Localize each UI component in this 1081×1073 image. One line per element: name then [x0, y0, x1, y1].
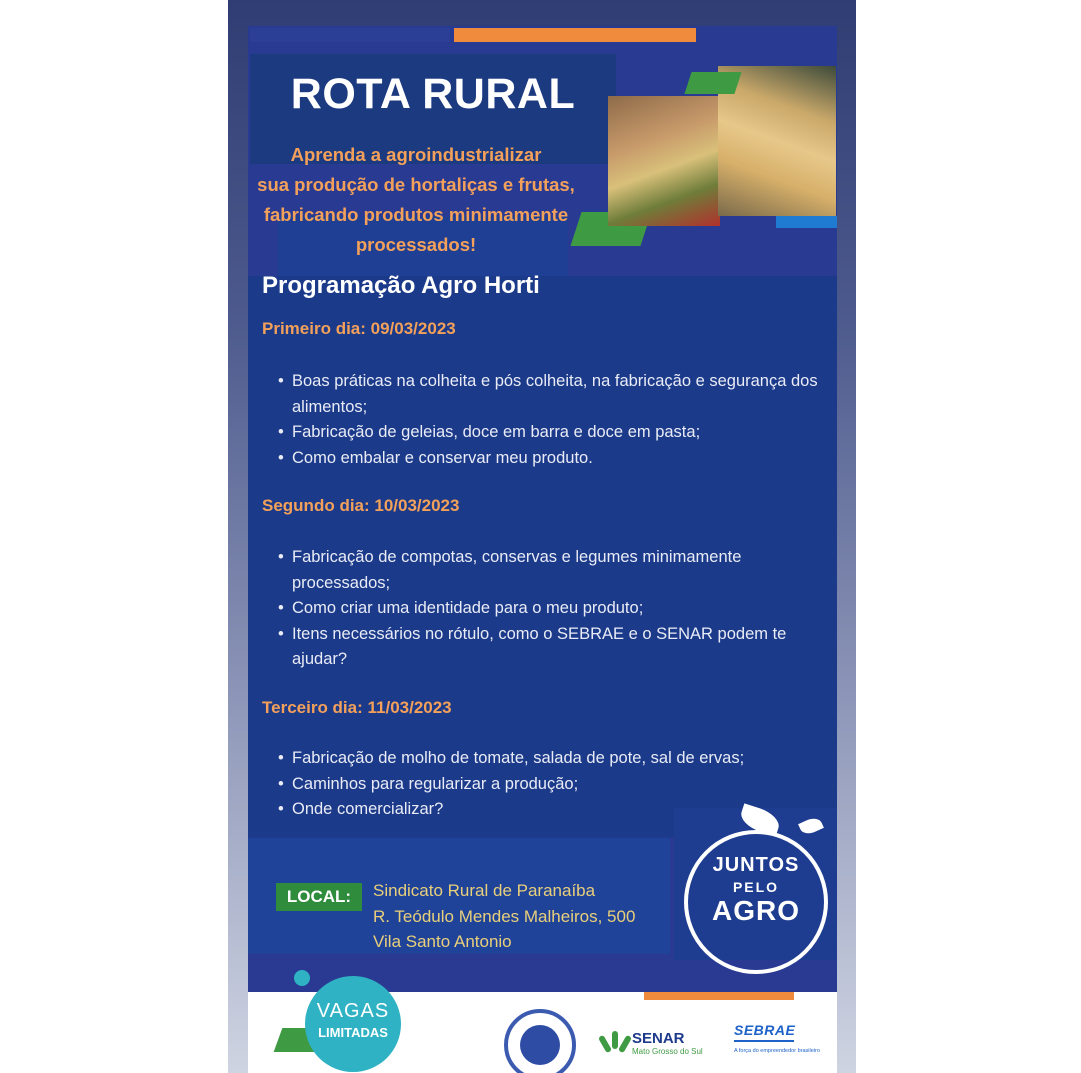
teal-splash-dot [294, 970, 310, 986]
tagline [248, 140, 584, 260]
vagas-line: LIMITADAS [318, 1025, 388, 1040]
bottom-stripe-orange [644, 992, 794, 1000]
senar-subtitle: Mato Grosso do Sul [632, 1047, 703, 1056]
sebrae-name: SEBRAE [734, 1022, 796, 1038]
location-label: LOCAL: [276, 883, 362, 911]
vagas-limitadas-badge [305, 976, 401, 1072]
list-item: • Caminhos para regularizar a produção; [278, 772, 818, 798]
poster-title: ROTA RURAL [290, 70, 576, 118]
day-2-list [278, 545, 818, 673]
top-stripe-orange [454, 28, 696, 42]
list-item: • Onde comercializar? [278, 797, 818, 823]
sindicato-rural-seal [504, 1009, 576, 1073]
day-2-heading: Segundo dia: 10/03/2023 [262, 496, 460, 515]
photo-blue-shape [776, 216, 837, 228]
vagas-line: VAGAS [316, 1000, 390, 1022]
photo-market-vendor [608, 96, 720, 226]
badge-line: PELO [732, 879, 780, 895]
list-item: • Fabricação de molho de tomate, salada de pote, sal de ervas; [278, 746, 818, 772]
location-address [373, 878, 635, 955]
seal-emblem-icon [520, 1025, 560, 1065]
tagline-line: Aprenda a agroindustrializar [290, 144, 542, 165]
top-stripe-navy [250, 28, 450, 42]
juntos-pelo-agro-logo [684, 854, 828, 927]
senar-wheat-icon [602, 1031, 628, 1055]
poster [248, 26, 837, 1073]
day-1-list [278, 369, 818, 471]
badge-line: AGRO [712, 895, 800, 926]
senar-name: SENAR [632, 1030, 685, 1047]
list-item: • Fabricação de compotas, conservas e legumes minimamente processados; [278, 545, 818, 596]
day-1-heading: Primeiro dia: 09/03/2023 [262, 319, 456, 338]
tagline-line: fabricando produtos minimamente [263, 204, 569, 225]
sebrae-tagline: A força do empreendedor brasileiro [734, 1048, 820, 1054]
list-item: • Fabricação de geleias, doce em barra e doce em pasta; [278, 420, 818, 446]
list-item: • Como criar uma identidade para o meu produto; [278, 596, 818, 622]
address-line: Sindicato Rural de Paranaíba [373, 881, 596, 900]
badge-line: JUNTOS [712, 854, 800, 876]
tagline-line: processados! [355, 234, 477, 255]
address-line: R. Teódulo Mendes Malheiros, 500 [373, 906, 636, 926]
list-item: • Itens necessários no rótulo, como o SEBRAE e o SENAR podem te ajudar? [278, 622, 818, 673]
sebrae-logo [734, 1022, 820, 1054]
tagline-line: sua produção de hortaliças e frutas, [257, 174, 575, 195]
photo-green-tab [684, 72, 741, 94]
program-title: Programação Agro Horti [262, 272, 540, 299]
senar-logo [602, 1030, 703, 1056]
list-item: • Boas práticas na colheita e pós colheita, na fabricação e segurança dos alimentos; [278, 369, 818, 420]
list-item: • Como embalar e conservar meu produto. [278, 446, 818, 472]
sebrae-underline [734, 1040, 794, 1042]
address-line: Vila Santo Antonio [373, 932, 512, 951]
day-3-heading: Terceiro dia: 11/03/2023 [262, 698, 452, 717]
